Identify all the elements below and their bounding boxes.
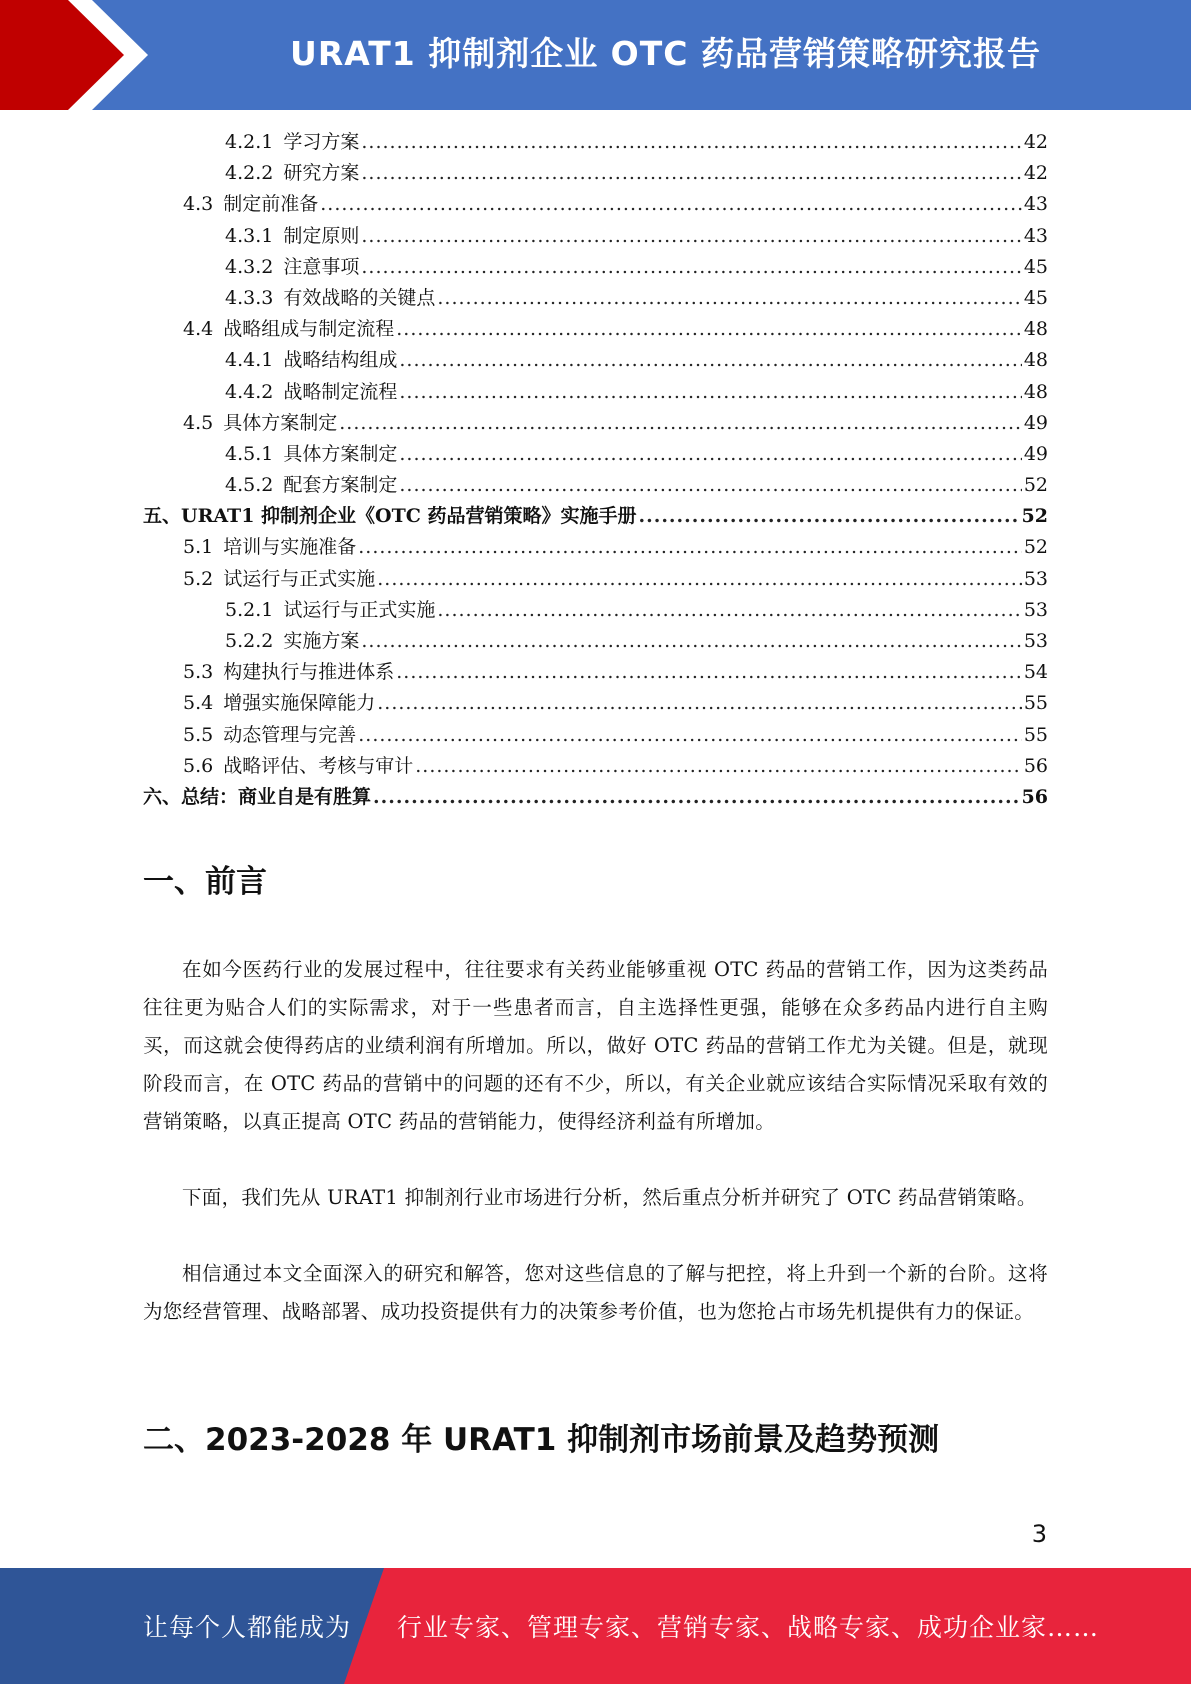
body-paragraph: 在如今医药行业的发展过程中，往往要求有关药业能够重视 OTC 药品的营销工作，因为这类药品往往更为贴合人们的实际需求，对于一些患者而言，自主选择性更强，能够在众多药品内进行自主购买，而这就会使得药店的业绩利润有所增加。所以，做好 OTC 药品的营销工作尤为关键。但是，就现阶段而言，在 OTC 药品的营销中的问题的还有不少，所以，有关企业就应该结合实际情况采取有效的营销策略，以真正提高 OTC 药品的营销能力，使得经济利益有所增加。 — [143, 958, 1048, 1133]
toc-entry-page: 52 — [1021, 505, 1048, 528]
toc-entry-number: 4.2.1 — [225, 131, 274, 153]
toc-entry[interactable] — [143, 470, 1048, 501]
toc-entry-title: 配套方案制定 — [283, 474, 398, 497]
toc-entry-page: 54 — [1023, 661, 1048, 684]
toc-entry-title: 战略组成与制定流程 — [223, 318, 395, 341]
toc-entry-number: 4.3 — [183, 193, 214, 216]
toc-entry-page: 43 — [1023, 193, 1048, 216]
toc-entry-page: 55 — [1023, 723, 1048, 746]
toc-leader-dots — [399, 345, 1021, 376]
toc-entry-title: 实施方案 — [283, 630, 360, 652]
toc-leader-dots — [399, 439, 1021, 470]
toc-leader-dots — [358, 720, 1022, 751]
toc-entry[interactable] — [143, 252, 1048, 283]
toc-entry-page: 45 — [1023, 286, 1048, 309]
toc-entry-page: 48 — [1023, 318, 1048, 341]
toc-entry-title: 五、URAT1 抑制剂企业《OTC 药品营销策略》实施手册 — [143, 505, 637, 528]
toc-entry-title: 制定原则 — [283, 224, 360, 247]
toc-entry-title: 具体方案制定 — [223, 411, 338, 434]
toc-entry-number: 4.3.3 — [225, 286, 274, 309]
body-paragraph: 相信通过本文全面深入的研究和解答，您对这些信息的了解与把控，将上升到一个新的台阶。这将为您经营管理、战略部署、成功投资提供有力的决策参考价值，也为您抢占市场先机提供有力的保证。 — [143, 1262, 1048, 1323]
toc-entry[interactable] — [143, 501, 1048, 532]
toc-entry-title: 研究方案 — [283, 162, 360, 185]
toc-entry-title: 学习方案 — [283, 131, 360, 153]
toc-entry-title: 制定前准备 — [223, 193, 319, 216]
toc-entry[interactable] — [143, 595, 1048, 626]
toc-entry[interactable] — [143, 314, 1048, 345]
toc-entry[interactable] — [143, 564, 1048, 595]
toc-entry-number: 4.5.2 — [225, 474, 274, 497]
toc-entry-page: 42 — [1023, 162, 1048, 185]
footer-slogan-right: 行业专家、管理专家、营销专家、战略专家、成功企业家…… — [397, 1613, 1100, 1642]
toc-leader-dots — [361, 127, 1021, 158]
toc-entry-number: 4.5 — [183, 411, 214, 434]
toc-entry-title: 六、总结：商业自是有胜算 — [143, 785, 372, 808]
toc-leader-dots — [396, 657, 1022, 688]
toc-leader-dots — [437, 595, 1021, 626]
toc-entry-page: 52 — [1023, 474, 1048, 497]
toc-entry-title: 注意事项 — [283, 255, 360, 278]
toc-entry[interactable] — [143, 782, 1048, 813]
toc-leader-dots — [415, 751, 1022, 782]
toc-entry-number: 4.4.2 — [225, 380, 274, 403]
toc-entry-title: 动态管理与完善 — [223, 723, 357, 746]
toc-entry-title: 构建执行与推进体系 — [223, 661, 395, 684]
toc-entry-page: 43 — [1023, 224, 1048, 247]
toc-entry[interactable] — [143, 657, 1048, 688]
toc-entry-page: 53 — [1023, 630, 1048, 652]
toc-entry-page: 55 — [1023, 692, 1048, 715]
toc-leader-dots — [399, 470, 1021, 501]
toc-entry[interactable] — [143, 189, 1048, 220]
toc-entry-title: 战略结构组成 — [283, 349, 398, 372]
footer-slogan-left: 让每个人都能成为 — [143, 1613, 352, 1642]
toc-entry-title: 有效战略的关键点 — [283, 286, 436, 309]
toc-entry-number: 5.2.2 — [225, 630, 274, 652]
toc-entry-number: 4.3.2 — [225, 255, 274, 278]
toc-entry[interactable] — [143, 283, 1048, 314]
toc-entry-number: 5.5 — [183, 723, 214, 746]
table-of-contents — [143, 127, 1048, 813]
toc-entry-number: 5.4 — [183, 692, 214, 715]
toc-entry-number: 5.3 — [183, 661, 214, 684]
toc-entry-title: 战略制定流程 — [283, 380, 398, 403]
toc-leader-dots — [320, 189, 1022, 220]
toc-entry-page: 49 — [1023, 411, 1048, 434]
report-title: URAT1 抑制剂企业 OTC 药品营销策略研究报告 — [290, 34, 1041, 73]
body-paragraph: 下面，我们先从 URAT1 抑制剂行业市场进行分析，然后重点分析并研究了 OTC 药品营销策略。 — [182, 1186, 1037, 1209]
toc-leader-dots — [358, 532, 1022, 563]
toc-entry-page: 48 — [1023, 380, 1048, 403]
header-arrow-icon — [0, 0, 160, 110]
toc-entry-number: 4.4 — [183, 318, 214, 341]
toc-leader-dots — [361, 158, 1021, 189]
toc-entry-page: 53 — [1023, 598, 1048, 621]
toc-entry-title: 试运行与正式实施 — [223, 567, 376, 590]
toc-entry-page: 45 — [1023, 255, 1048, 278]
toc-leader-dots — [638, 501, 1019, 532]
toc-entry-number: 4.3.1 — [225, 224, 274, 247]
toc-entry-number: 5.1 — [183, 536, 214, 559]
toc-leader-dots — [339, 408, 1022, 439]
toc-entry-page: 49 — [1023, 442, 1048, 465]
toc-entry[interactable] — [143, 532, 1048, 563]
toc-entry[interactable] — [143, 688, 1048, 719]
toc-entry-page: 56 — [1023, 754, 1048, 777]
toc-entry-page: 48 — [1023, 349, 1048, 372]
toc-leader-dots — [377, 688, 1022, 719]
toc-entry-page: 56 — [1021, 785, 1048, 808]
toc-entry-title: 试运行与正式实施 — [283, 598, 436, 621]
section-heading-forecast: 二、2023-2028 年 URAT1 抑制剂市场前景及趋势预测 — [143, 1422, 940, 1458]
toc-leader-dots — [361, 252, 1021, 283]
toc-entry[interactable] — [143, 439, 1048, 470]
toc-entry-title: 具体方案制定 — [283, 442, 398, 465]
page-footer — [0, 1568, 1191, 1684]
toc-entry-title: 战略评估、考核与审计 — [223, 754, 414, 777]
toc-entry[interactable] — [143, 221, 1048, 252]
toc-entry[interactable] — [143, 377, 1048, 408]
toc-leader-dots — [437, 283, 1021, 314]
toc-entry[interactable] — [143, 127, 1048, 158]
toc-entry[interactable] — [143, 408, 1048, 439]
toc-entry[interactable] — [143, 720, 1048, 751]
toc-entry-page: 52 — [1023, 536, 1048, 559]
toc-leader-dots — [373, 782, 1020, 813]
toc-leader-dots — [396, 314, 1022, 345]
toc-leader-dots — [361, 221, 1021, 252]
toc-entry-title: 培训与实施准备 — [223, 536, 357, 559]
toc-entry-number: 5.2 — [183, 567, 214, 590]
toc-entry-page: 42 — [1023, 131, 1048, 153]
toc-entry[interactable] — [143, 751, 1048, 782]
toc-entry-number: 5.6 — [183, 754, 214, 777]
toc-entry-number: 4.4.1 — [225, 349, 274, 372]
toc-entry-number: 5.2.1 — [225, 598, 274, 621]
toc-entry-title: 增强实施保障能力 — [223, 692, 376, 715]
toc-leader-dots — [399, 377, 1021, 408]
toc-leader-dots — [361, 626, 1021, 657]
section-heading-preface: 一、前言 — [143, 864, 267, 900]
toc-entry-number: 4.2.2 — [225, 162, 274, 185]
toc-leader-dots — [377, 564, 1022, 595]
toc-entry-number: 4.5.1 — [225, 442, 274, 465]
toc-entry-page: 53 — [1023, 567, 1048, 590]
page-number: 3 — [1031, 1520, 1047, 1548]
toc-entry[interactable] — [143, 345, 1048, 376]
page-header — [0, 0, 1191, 110]
toc-entry[interactable] — [143, 158, 1048, 189]
toc-entry[interactable] — [143, 626, 1048, 657]
